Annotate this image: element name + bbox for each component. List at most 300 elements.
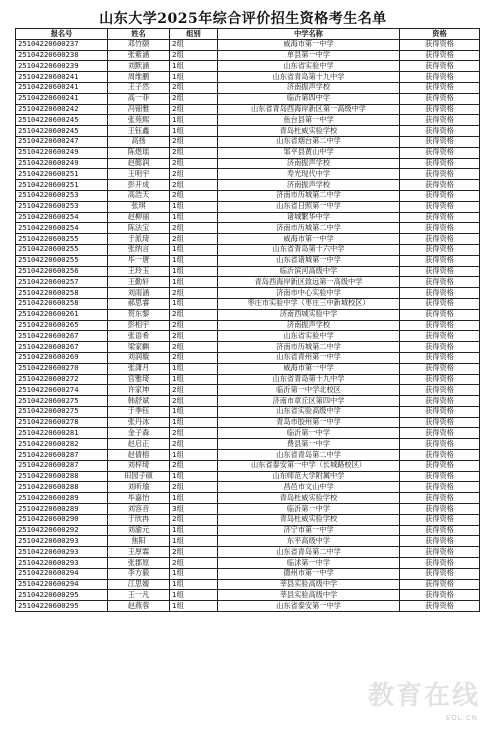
cell-id: 25104220600254 (16, 212, 108, 223)
table-row (16, 352, 480, 363)
cell-name: 许家坤 (108, 385, 170, 396)
cell-school: 青岛杜威实验学校 (218, 126, 400, 137)
cell-id: 25104220600245 (16, 115, 108, 126)
table-row (16, 439, 480, 450)
cell-status: 获得资格 (400, 363, 480, 374)
cell-id: 25104220600253 (16, 201, 108, 212)
cell-group: 1组 (170, 277, 218, 288)
cell-status: 获得资格 (400, 536, 480, 547)
header-status: 资格 (400, 29, 480, 40)
cell-id: 25104220600255 (16, 255, 108, 266)
cell-name: 张丹冰 (108, 417, 170, 428)
cell-status: 获得资格 (400, 104, 480, 115)
cell-status: 获得资格 (400, 579, 480, 590)
cell-group: 1组 (170, 579, 218, 590)
cell-status: 获得资格 (400, 223, 480, 234)
table-body (16, 39, 480, 611)
cell-status: 获得资格 (400, 180, 480, 191)
cell-school: 临沂第一中学 (218, 504, 400, 515)
cell-school: 莘县实验高级中学 (218, 579, 400, 590)
cell-school: 山东省青岛第十九中学 (218, 374, 400, 385)
cell-group: 1组 (170, 255, 218, 266)
cell-name: 彭相宇 (108, 320, 170, 331)
cell-group: 2组 (170, 342, 218, 353)
cell-group: 2组 (170, 50, 218, 61)
cell-status: 获得资格 (400, 471, 480, 482)
cell-group: 2组 (170, 547, 218, 558)
cell-group: 1组 (170, 536, 218, 547)
table-row (16, 180, 480, 191)
cell-status: 获得资格 (400, 277, 480, 288)
cell-group: 2组 (170, 439, 218, 450)
cell-status: 获得资格 (400, 136, 480, 147)
cell-id: 25104220600293 (16, 536, 108, 547)
cell-group: 2组 (170, 482, 218, 493)
cell-id: 25104220600265 (16, 320, 108, 331)
cell-school: 济南市历城第二中学 (218, 342, 400, 353)
cell-name: 张琪 (108, 201, 170, 212)
table-row (16, 212, 480, 223)
cell-id: 25104220600249 (16, 147, 108, 158)
cell-id: 25104220600254 (16, 223, 108, 234)
cell-school: 济南振声学校 (218, 82, 400, 93)
cell-status: 获得资格 (400, 320, 480, 331)
cell-name: 刘雨涵 (108, 288, 170, 299)
cell-status: 获得资格 (400, 385, 480, 396)
table-row (16, 126, 480, 137)
cell-group: 2组 (170, 223, 218, 234)
cell-id: 25104220600292 (16, 525, 108, 536)
cell-group: 1组 (170, 266, 218, 277)
cell-school: 山东省青岛第二中学 (218, 547, 400, 558)
cell-group: 1组 (170, 590, 218, 601)
cell-name: 刘默涵 (108, 61, 170, 72)
table-row (16, 93, 480, 104)
cell-school: 山东师范大学附属中学 (218, 471, 400, 482)
cell-school: 昌邑市文山中学 (218, 482, 400, 493)
cell-school: 济南振声学校 (218, 180, 400, 191)
cell-id: 25104220600275 (16, 396, 108, 407)
table-row (16, 428, 480, 439)
cell-id: 25104220600261 (16, 309, 108, 320)
cell-id: 25104220600293 (16, 558, 108, 569)
cell-id: 25104220600289 (16, 493, 108, 504)
cell-id: 25104220600245 (16, 126, 108, 137)
cell-group: 1组 (170, 126, 218, 137)
cell-id: 25104220600251 (16, 169, 108, 180)
cell-name: 金子森 (108, 428, 170, 439)
cell-name: 刘昕瑜 (108, 482, 170, 493)
table-row (16, 493, 480, 504)
cell-status: 获得资格 (400, 374, 480, 385)
table-header-row (16, 29, 480, 40)
cell-status: 获得资格 (400, 61, 480, 72)
cell-status: 获得资格 (400, 331, 480, 342)
cell-id: 25104220600278 (16, 417, 108, 428)
cell-id: 25104220600287 (16, 450, 108, 461)
cell-id: 25104220600289 (16, 504, 108, 515)
cell-school: 单县第一中学 (218, 50, 400, 61)
cell-group: 2组 (170, 352, 218, 363)
cell-id: 25104220600270 (16, 363, 108, 374)
cell-school: 济南市历城第二中学 (218, 223, 400, 234)
cell-status: 获得资格 (400, 417, 480, 428)
cell-status: 获得资格 (400, 147, 480, 158)
cell-group: 1组 (170, 601, 218, 612)
table-row (16, 342, 480, 353)
table-row (16, 601, 480, 612)
cell-group: 1组 (170, 568, 218, 579)
table-row (16, 568, 480, 579)
cell-school: 东平高级中学 (218, 536, 400, 547)
cell-status: 获得资格 (400, 439, 480, 450)
cell-group: 1组 (170, 72, 218, 83)
cell-group: 1组 (170, 244, 218, 255)
cell-id: 25104220600295 (16, 590, 108, 601)
cell-id: 25104220600295 (16, 601, 108, 612)
cell-school: 临沂滨河高级中学 (218, 266, 400, 277)
cell-name: 王明宇 (108, 169, 170, 180)
cell-status: 获得资格 (400, 568, 480, 579)
cell-name: 冯钿雅 (108, 104, 170, 115)
cell-id: 25104220600249 (16, 158, 108, 169)
cell-name: 陈法宝 (108, 223, 170, 234)
cell-status: 获得资格 (400, 298, 480, 309)
cell-group: 2组 (170, 234, 218, 245)
cell-school: 威海市第一中学 (218, 39, 400, 50)
cell-school: 临沂第一中学北校区 (218, 385, 400, 396)
cell-id: 25104220600269 (16, 352, 108, 363)
table-row (16, 223, 480, 234)
cell-name: 于季钰 (108, 406, 170, 417)
cell-id: 25104220600275 (16, 406, 108, 417)
cell-name: 邓竹颐 (108, 39, 170, 50)
cell-school: 山东省青岛第二中学 (218, 450, 400, 461)
table-row (16, 82, 480, 93)
table-row (16, 136, 480, 147)
table-row (16, 417, 480, 428)
cell-id: 25104220600256 (16, 266, 108, 277)
cell-id: 25104220600258 (16, 288, 108, 299)
cell-name: 刘润璇 (108, 352, 170, 363)
table-row (16, 190, 480, 201)
cell-group: 2组 (170, 288, 218, 299)
cell-status: 获得资格 (400, 514, 480, 525)
cell-group: 1组 (170, 525, 218, 536)
cell-group: 2组 (170, 158, 218, 169)
cell-name: 王一凡 (108, 590, 170, 601)
table-row (16, 406, 480, 417)
cell-id: 25104220600267 (16, 342, 108, 353)
cell-school: 济南市中心实验中学 (218, 288, 400, 299)
table-row (16, 460, 480, 471)
cell-group: 2组 (170, 514, 218, 525)
cell-name: 陈煜瑶 (108, 147, 170, 158)
cell-id: 25104220600293 (16, 547, 108, 558)
cell-name: 于欣冉 (108, 514, 170, 525)
cell-name: 高一菲 (108, 93, 170, 104)
table-row (16, 558, 480, 569)
cell-name: 刘梓琦 (108, 460, 170, 471)
cell-group: 2组 (170, 136, 218, 147)
cell-school: 青岛杜威实验学校 (218, 493, 400, 504)
cell-status: 获得资格 (400, 266, 480, 277)
cell-name: 张苑熙 (108, 115, 170, 126)
cell-status: 获得资格 (400, 255, 480, 266)
cell-id: 25104220600239 (16, 61, 108, 72)
cell-id: 25104220600282 (16, 439, 108, 450)
cell-group: 2组 (170, 169, 218, 180)
table-row (16, 72, 480, 83)
table-row (16, 234, 480, 245)
cell-name: 王子然 (108, 82, 170, 93)
cell-school: 威海市第一中学 (218, 363, 400, 374)
cell-id: 25104220600251 (16, 180, 108, 191)
cell-id: 25104220600258 (16, 298, 108, 309)
cell-status: 获得资格 (400, 126, 480, 137)
cell-name: 王厚霖 (108, 547, 170, 558)
cell-name: 张潇月 (108, 363, 170, 374)
cell-status: 获得资格 (400, 406, 480, 417)
cell-status: 获得资格 (400, 288, 480, 299)
candidate-table (15, 28, 480, 612)
cell-group: 1组 (170, 298, 218, 309)
cell-group: 2组 (170, 309, 218, 320)
cell-status: 获得资格 (400, 212, 480, 223)
cell-group: 2组 (170, 190, 218, 201)
cell-name: 赵柳丽 (108, 212, 170, 223)
cell-id: 25104220600294 (16, 579, 108, 590)
cell-school: 鱼台县第一中学 (218, 115, 400, 126)
cell-status: 获得资格 (400, 82, 480, 93)
table-row (16, 147, 480, 158)
cell-group: 1组 (170, 201, 218, 212)
cell-name: 王钰鑫 (108, 126, 170, 137)
cell-id: 25104220600290 (16, 514, 108, 525)
cell-group: 2组 (170, 82, 218, 93)
table-row (16, 514, 480, 525)
table-row (16, 590, 480, 601)
cell-status: 获得资格 (400, 396, 480, 407)
cell-name: 赵燕蓉 (108, 601, 170, 612)
cell-group: 1组 (170, 374, 218, 385)
cell-id: 25104220600281 (16, 428, 108, 439)
cell-school: 山东省实验中学 (218, 331, 400, 342)
cell-status: 获得资格 (400, 450, 480, 461)
cell-status: 获得资格 (400, 547, 480, 558)
cell-school: 临沂第一中学 (218, 428, 400, 439)
cell-name: 江思嫒 (108, 579, 170, 590)
header-id: 报名号 (16, 29, 108, 40)
cell-school: 青岛市胶州第一中学 (218, 417, 400, 428)
cell-group: 2组 (170, 320, 218, 331)
table-row (16, 396, 480, 407)
cell-school: 山东省青岛西海岸新区第一高级中学 (218, 104, 400, 115)
cell-name: 张纳言 (108, 244, 170, 255)
watermark-sub: EOL.CN (445, 714, 478, 722)
cell-name: 官雅琦 (108, 374, 170, 385)
cell-school: 山东省实验中学 (218, 61, 400, 72)
table-row (16, 201, 480, 212)
cell-id: 25104220600272 (16, 374, 108, 385)
cell-name: 赵懿润 (108, 158, 170, 169)
cell-group: 3组 (170, 504, 218, 515)
cell-school: 山东省青岛第十六中学 (218, 244, 400, 255)
table-row (16, 277, 480, 288)
cell-status: 获得资格 (400, 190, 480, 201)
cell-name: 田园子硕 (108, 471, 170, 482)
cell-status: 获得资格 (400, 309, 480, 320)
cell-school: 青岛杜威实验学校 (218, 514, 400, 525)
table-row (16, 244, 480, 255)
cell-school: 山东省青州第一中学 (218, 352, 400, 363)
table-row (16, 547, 480, 558)
table-row (16, 504, 480, 515)
cell-name: 张语希 (108, 331, 170, 342)
cell-status: 获得资格 (400, 115, 480, 126)
cell-group: 1组 (170, 493, 218, 504)
cell-name: 王玲玉 (108, 266, 170, 277)
cell-group: 2组 (170, 331, 218, 342)
table-row (16, 309, 480, 320)
cell-name: 张郡原 (108, 558, 170, 569)
cell-status: 获得资格 (400, 169, 480, 180)
cell-school: 济南西城实验中学 (218, 309, 400, 320)
cell-status: 获得资格 (400, 244, 480, 255)
cell-name: 赵倩榕 (108, 450, 170, 461)
table-row (16, 255, 480, 266)
table-row (16, 158, 480, 169)
cell-name: 毕一唐 (108, 255, 170, 266)
header-school: 中学名称 (218, 29, 400, 40)
table-row (16, 266, 480, 277)
table-row (16, 579, 480, 590)
cell-school: 山东省日照第一中学 (218, 201, 400, 212)
table-row (16, 104, 480, 115)
cell-id: 25104220600255 (16, 244, 108, 255)
cell-status: 获得资格 (400, 525, 480, 536)
cell-status: 获得资格 (400, 39, 480, 50)
cell-name: 张紫涵 (108, 50, 170, 61)
cell-id: 25104220600238 (16, 50, 108, 61)
cell-school: 德州市第一中学 (218, 568, 400, 579)
cell-status: 获得资格 (400, 72, 480, 83)
cell-name: 刘渝元 (108, 525, 170, 536)
table-row (16, 61, 480, 72)
cell-school: 费县第一中学 (218, 439, 400, 450)
cell-group: 2组 (170, 428, 218, 439)
cell-group: 1组 (170, 61, 218, 72)
cell-school: 青岛西海岸新区致远第一高级中学 (218, 277, 400, 288)
cell-school: 山东省实验高级中学 (218, 406, 400, 417)
cell-id: 25104220600241 (16, 82, 108, 93)
cell-name: 赵启正 (108, 439, 170, 450)
table-row (16, 525, 480, 536)
watermark-logo: 教育在线 (367, 681, 480, 711)
cell-school: 威海市第一中学 (218, 234, 400, 245)
cell-school: 济南振声学校 (218, 158, 400, 169)
cell-group: 2组 (170, 558, 218, 569)
cell-group: 1组 (170, 450, 218, 461)
cell-status: 获得资格 (400, 342, 480, 353)
table-row (16, 169, 480, 180)
cell-group: 2组 (170, 396, 218, 407)
table-row (16, 115, 480, 126)
cell-group: 1组 (170, 471, 218, 482)
cell-id: 25104220600287 (16, 460, 108, 471)
table-row (16, 374, 480, 385)
table-row (16, 50, 480, 61)
cell-id: 25104220600294 (16, 568, 108, 579)
table-row (16, 320, 480, 331)
cell-group: 2组 (170, 147, 218, 158)
cell-name: 于派琦 (108, 234, 170, 245)
header-group: 组别 (170, 29, 218, 40)
cell-status: 获得资格 (400, 428, 480, 439)
cell-name: 高扬 (108, 136, 170, 147)
cell-school: 山东省青岛第十九中学 (218, 72, 400, 83)
table-row (16, 471, 480, 482)
document-title: 山东大学2025年综合评价招生资格考生名单 (99, 11, 387, 27)
cell-group: 2组 (170, 39, 218, 50)
cell-status: 获得资格 (400, 50, 480, 61)
cell-school: 山东省烟台第二中学 (218, 136, 400, 147)
cell-id: 25104220600237 (16, 39, 108, 50)
cell-name: 刘容音 (108, 504, 170, 515)
cell-school: 济南振声学校 (218, 320, 400, 331)
table-row (16, 385, 480, 396)
cell-group: 1组 (170, 212, 218, 223)
cell-status: 获得资格 (400, 504, 480, 515)
cell-status: 获得资格 (400, 482, 480, 493)
cell-id: 25104220600242 (16, 104, 108, 115)
cell-id: 25104220600241 (16, 72, 108, 83)
cell-status: 获得资格 (400, 558, 480, 569)
cell-school: 临沂第四中学 (218, 93, 400, 104)
cell-group: 2组 (170, 93, 218, 104)
cell-name: 梁家麒 (108, 342, 170, 353)
table-row (16, 288, 480, 299)
cell-id: 25104220600288 (16, 471, 108, 482)
table-row (16, 363, 480, 374)
cell-school: 诸城繁华中学 (218, 212, 400, 223)
table-row (16, 331, 480, 342)
table-row (16, 536, 480, 547)
cell-id: 25104220600288 (16, 482, 108, 493)
cell-school: 山东省诸城第一中学 (218, 255, 400, 266)
cell-id: 25104220600247 (16, 136, 108, 147)
cell-name: 焦阳 (108, 536, 170, 547)
cell-status: 获得资格 (400, 590, 480, 601)
cell-id: 25104220600253 (16, 190, 108, 201)
cell-name: 王勤轩 (108, 277, 170, 288)
cell-name: 韩舒斌 (108, 396, 170, 407)
cell-school: 济南市历城第二中学 (218, 190, 400, 201)
cell-name: 李方毅 (108, 568, 170, 579)
cell-school: 寿光现代中学 (218, 169, 400, 180)
cell-group: 1组 (170, 363, 218, 374)
cell-name: 彭开成 (108, 180, 170, 191)
cell-school: 莘县实验高级中学 (218, 590, 400, 601)
cell-group: 1组 (170, 417, 218, 428)
cell-status: 获得资格 (400, 234, 480, 245)
table-row (16, 298, 480, 309)
cell-id: 25104220600255 (16, 234, 108, 245)
cell-name: 周维鹏 (108, 72, 170, 83)
cell-id: 25104220600257 (16, 277, 108, 288)
cell-id: 25104220600241 (16, 93, 108, 104)
cell-status: 获得资格 (400, 601, 480, 612)
